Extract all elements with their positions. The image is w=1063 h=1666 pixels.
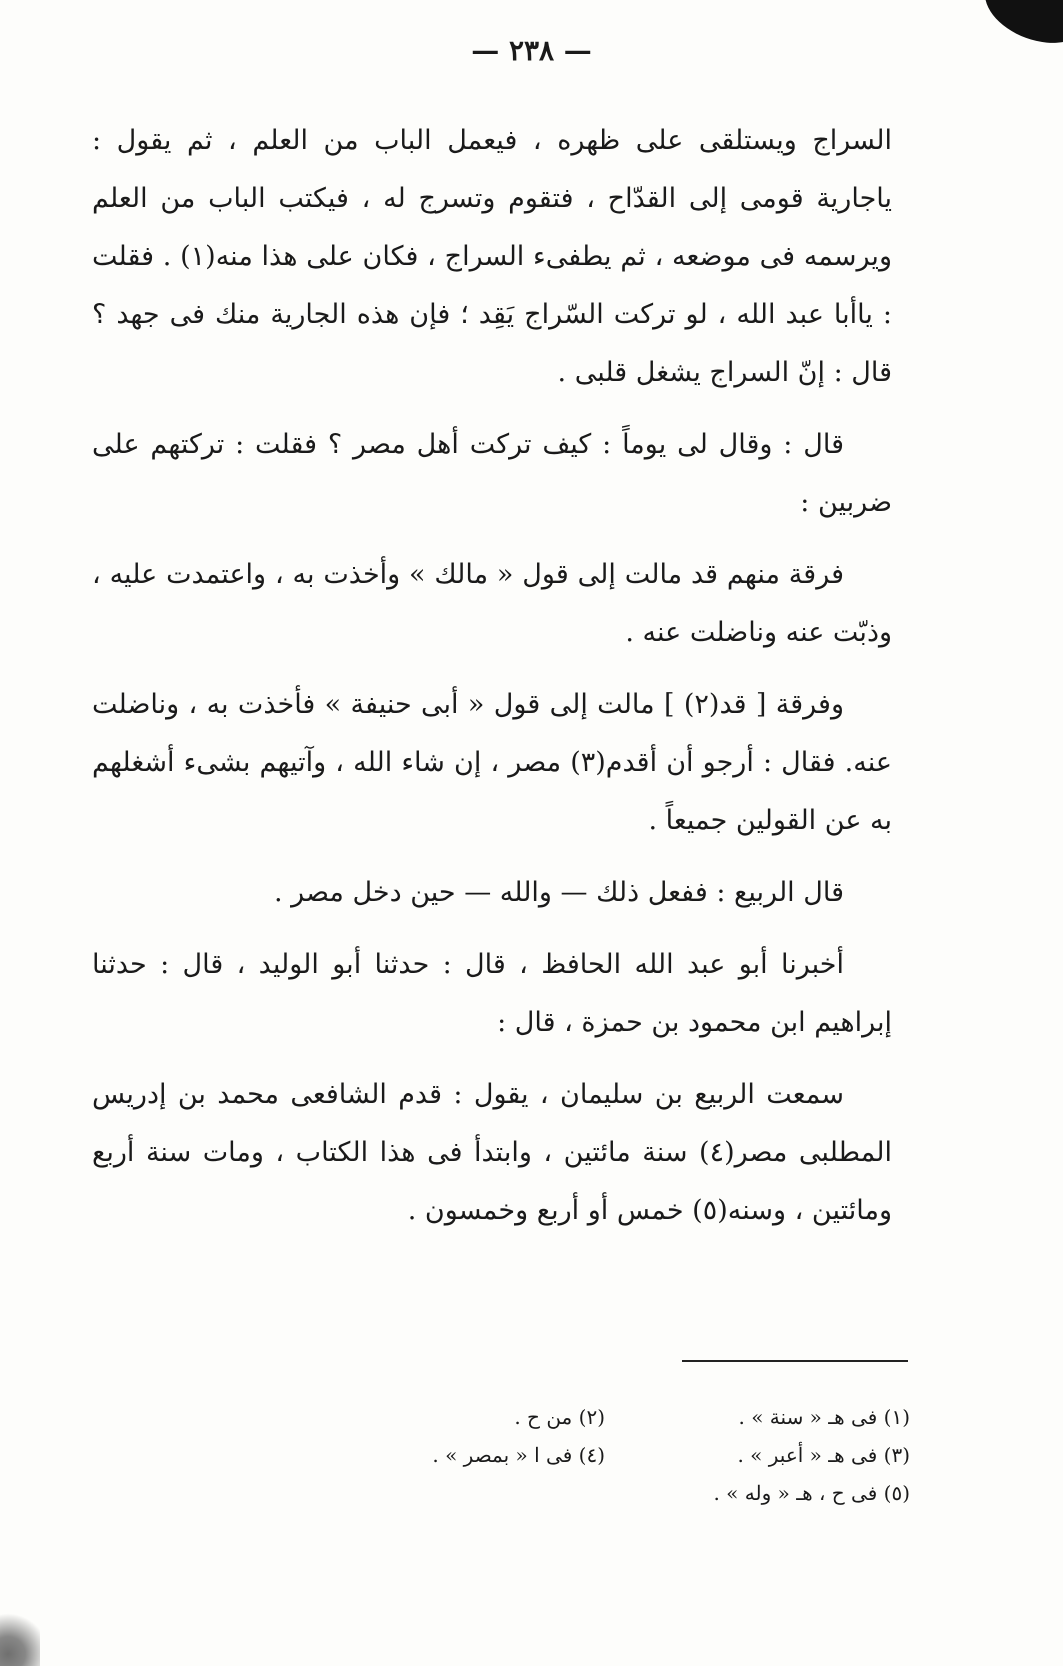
main-text	[92, 112, 892, 1240]
page-number: — ٢٣٨ —	[471, 34, 592, 67]
paragraph-5: قال الربيع : ففعل ذلك — والله — حين دخل مصر .	[273, 877, 844, 908]
footnotes	[300, 1398, 910, 1512]
paragraph-2: قال : وقال لى يوماً : كيف تركت أهل مصر ؟ فقلت : تركتهم على ضربين :	[92, 429, 892, 518]
footnote-row	[300, 1436, 910, 1474]
footnote-5: (٥) فى ح ، هـ « وله » .	[713, 1481, 910, 1505]
paragraph-6: أخبرنا أبو عبد الله الحافظ ، قال : حدثنا أبو الوليد ، قال : حدثنا إبراهيم ابن محمود بن حمزة ، قال :	[92, 949, 892, 1038]
paragraph-1: السراج ويستلقى على ظهره ، فيعمل الباب من العلم ، ثم يقول : ياجارية قومى إلى القدّاح ، فتقوم وتسرج له ، فيكتب الباب من العلم ويرسمه فى موضعه ، ثم يطفىء السراج ، فكان على هذا منه(١) . فقلت : ياأبا عبد الله ، لو تركت السّراج يَقِد ؛ فإن هذه الجارية منك فى جهد ؟ قال : إنّ السراج يشغل قلبى .	[92, 125, 892, 388]
footnote-row	[300, 1398, 910, 1436]
footnote-3: (٣) فى هـ « أعبر » .	[737, 1443, 910, 1467]
corner-smudge-bottom-left	[0, 1606, 40, 1666]
paragraph-7: سمعت الربيع بن سليمان ، يقول : قدم الشافعى محمد بن إدريس المطلبى مصر(٤) سنة مائتين ، وابتدأ فى هذا الكتاب ، ومات سنة أربع ومائتين ، وسنه(٥) خمس أو أربع وخمسون .	[92, 1079, 892, 1226]
footnote-row	[300, 1474, 910, 1512]
paragraph-3: فرقة منهم قد مالت إلى قول « مالك » وأخذت به ، واعتمدت عليه ، وذبّت عنه وناضلت عنه .	[92, 559, 892, 648]
footnote-2: (٢) من ح .	[514, 1405, 605, 1429]
paragraph-4: وفرقة [ قد(٢) ] مالت إلى قول « أبى حنيفة » فأخذت به ، وناضلت عنه. فقال : أرجو أن أقدم(٣) مصر ، إن شاء الله ، وآتيهم بشىء أشغلهم به عن القولين جميعاً .	[92, 689, 892, 836]
footnote-1: (١) فى هـ « سنة » .	[738, 1405, 910, 1429]
footnote-divider	[682, 1360, 908, 1362]
footnote-4: (٤) فى ا « بمصر » .	[432, 1443, 605, 1467]
